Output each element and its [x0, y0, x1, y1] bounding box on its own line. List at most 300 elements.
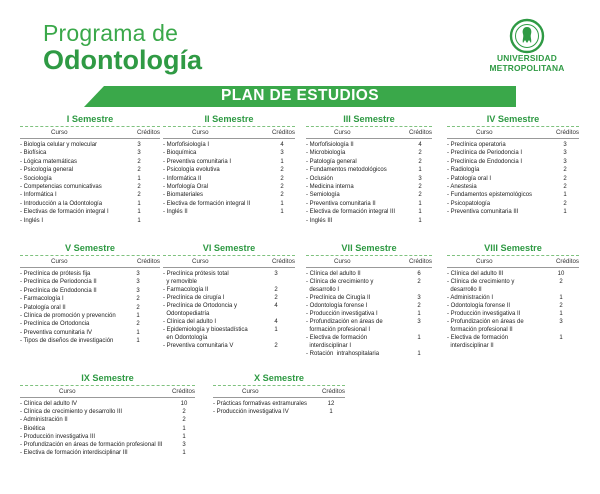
course-name: - Fundamentos metodológicos: [306, 167, 387, 174]
course-name: - Morfología Oral: [163, 184, 209, 191]
course-name: - Patología general: [306, 158, 357, 165]
semester-title: VII Semestre: [341, 243, 397, 253]
course-column-header: Curso: [334, 258, 351, 265]
course-name: - Producción investigativa I: [306, 311, 378, 317]
semester-title: VI Semestre: [202, 243, 256, 253]
course-row: [20, 217, 160, 225]
course-name: - Morfofisiología I: [163, 142, 210, 148]
course-name: - Biofísica: [20, 150, 47, 157]
course-row: [163, 208, 295, 216]
course-name: - Clínica de crecimiento y desarrollo I: [306, 279, 374, 293]
course-name: - Preclínica de Ortodoncia: [20, 321, 90, 328]
course-credits: 1: [280, 200, 284, 207]
course-row: [20, 158, 160, 166]
course-row: [20, 183, 160, 191]
course-row: [306, 278, 432, 294]
course-row: [306, 302, 432, 310]
course-row: [447, 183, 579, 191]
course-row: [447, 141, 579, 149]
semester-title: I Semestre: [66, 114, 114, 124]
semester-divider: [306, 255, 432, 256]
course-row: [447, 200, 579, 208]
course-credits: 3: [136, 271, 140, 277]
header-rule: [306, 267, 432, 268]
course-name: - Microbiología: [306, 150, 346, 157]
course-name: - Clínica del adulto II: [306, 271, 361, 277]
course-row: [447, 191, 579, 199]
course-row: [306, 175, 432, 183]
course-name: - Prácticas formativas extramurales: [213, 401, 308, 407]
semester-block: [213, 373, 345, 417]
header-rule: [20, 267, 160, 268]
course-credits: 1: [182, 450, 186, 457]
course-row: [20, 441, 195, 449]
course-credits: 2: [137, 184, 141, 191]
course-credits: 2: [274, 287, 278, 293]
course-name: - Profundización en áreas de formación profesional II: [447, 319, 524, 333]
course-row: [306, 350, 432, 358]
course-name: - Bioética: [20, 425, 46, 432]
course-name: - Psicología general: [20, 167, 74, 174]
course-credits: 3: [274, 271, 278, 277]
course-credits: 3: [136, 287, 140, 294]
course-row: [20, 449, 195, 457]
course-name: - Preventiva comunitaria III: [447, 209, 519, 216]
course-name: - Preclínica de cirugía I: [163, 295, 225, 301]
column-header: [20, 257, 160, 267]
course-name: - Profundización en áreas de formación profesional I: [306, 319, 383, 333]
course-row: [306, 310, 432, 318]
course-row: [306, 294, 432, 302]
semester-divider: [20, 385, 195, 386]
course-name: - Anestesia: [447, 184, 477, 191]
course-row: [20, 304, 160, 312]
course-credits: 3: [136, 279, 140, 286]
course-row: [20, 416, 195, 424]
course-credits: 2: [274, 343, 278, 349]
course-credits: 1: [418, 217, 422, 224]
course-name: - Farmacología I: [20, 296, 64, 303]
course-name: - Informática II: [163, 175, 202, 182]
course-name: - Morfofisiología II: [306, 142, 354, 148]
course-row: [20, 149, 160, 157]
course-name: - Preclínica de Endodoncia I: [447, 158, 523, 165]
course-credits: 2: [280, 167, 284, 174]
course-row: [163, 166, 295, 174]
credits-column-header: Créditos: [271, 129, 295, 136]
course-credits: 1: [137, 217, 141, 224]
course-credits: 2: [563, 184, 567, 191]
course-credits: 1: [137, 175, 141, 182]
course-credits: 2: [182, 417, 186, 424]
credits-column-header: Créditos: [408, 129, 432, 136]
credits-column-header: Créditos: [321, 388, 345, 395]
course-credits: 2: [274, 295, 278, 301]
course-row: [306, 191, 432, 199]
course-name: - Biología celular y molecular: [20, 142, 98, 148]
course-name: - Radiología: [447, 167, 480, 174]
course-row: [163, 294, 295, 302]
course-credits: 2: [418, 150, 422, 157]
course-name: - Profundización en áreas de formación profesional III: [20, 442, 163, 449]
course-name: - Psicopatología: [447, 200, 491, 207]
course-column-header: Curso: [51, 129, 68, 136]
course-row: [163, 286, 295, 294]
course-row: [163, 191, 295, 199]
course-row: [306, 217, 432, 225]
course-credits: 1: [559, 295, 563, 301]
semester-title: III Semestre: [343, 114, 395, 124]
course-row: [306, 166, 432, 174]
course-name: - Preventiva comunitaria II: [306, 200, 376, 207]
course-credits: 1: [559, 311, 563, 317]
course-row: [447, 318, 579, 334]
course-credits: 1: [280, 158, 284, 165]
course-row: [20, 141, 160, 149]
course-row: [306, 141, 432, 149]
course-name: - Electiva de formación integral III: [306, 209, 396, 216]
header-rule: [163, 267, 295, 268]
course-credits: 4: [280, 142, 284, 148]
plan-banner: [84, 86, 516, 107]
header-rule: [163, 138, 295, 139]
column-header: [306, 257, 432, 267]
course-name: - Preventiva comunitaria V: [163, 343, 234, 349]
course-name: - Preventiva comunitaria I: [163, 158, 232, 165]
course-credits: 3: [137, 142, 141, 148]
course-name: - Inglés I: [20, 217, 44, 224]
course-column-header: Curso: [59, 388, 76, 395]
course-name: - Clínica de crecimiento y desarrollo II: [447, 279, 515, 293]
course-row: [306, 183, 432, 191]
column-header: [213, 387, 345, 397]
course-name: - Preclínica de Periodoncia II: [20, 279, 97, 286]
course-name: - Preclínica de Endodoncia II: [20, 287, 97, 294]
course-row: [447, 310, 579, 318]
course-row: [163, 318, 295, 326]
course-name: - Odontología forense I: [306, 303, 368, 309]
course-row: [20, 433, 195, 441]
course-credits: 1: [280, 209, 284, 216]
course-row: [306, 270, 432, 278]
program-title-line2: Odontología: [43, 45, 202, 75]
column-header: [306, 128, 432, 138]
semester-title: IV Semestre: [486, 114, 540, 124]
course-credits: 6: [417, 271, 421, 277]
course-credits: 2: [563, 175, 567, 182]
course-name: - Electiva de formación interdisciplinar II: [447, 335, 509, 349]
course-row: [306, 208, 432, 216]
course-row: [163, 149, 295, 157]
course-row: [20, 329, 160, 337]
course-credits: 4: [418, 142, 422, 148]
course-name: - Preclínica de Ortodoncia y Odontopediatría: [163, 303, 238, 317]
header-rule: [447, 138, 579, 139]
course-name: - Electivas de formación integral I: [20, 209, 109, 216]
course-name: - Clínica del adulto IV: [20, 401, 78, 407]
course-row: [163, 326, 295, 342]
course-row: [447, 158, 579, 166]
course-credits: 3: [280, 150, 284, 157]
course-column-header: Curso: [192, 129, 209, 136]
semester-divider: [163, 126, 295, 127]
semester-block: [163, 114, 295, 217]
course-credits: 1: [418, 167, 422, 174]
course-column-header: Curso: [242, 388, 259, 395]
semester-divider: [447, 255, 579, 256]
column-header: [163, 128, 295, 138]
course-credits: 2: [137, 158, 141, 165]
course-credits: 1: [418, 209, 422, 216]
course-credits: 1: [182, 425, 186, 432]
course-row: [20, 166, 160, 174]
course-name: - Producción investigativa III: [20, 433, 96, 440]
banner-title: PLAN DE ESTUDIOS: [221, 87, 379, 104]
course-column-header: Curso: [476, 258, 493, 265]
course-row: [20, 408, 195, 416]
semester-title: V Semestre: [64, 243, 116, 253]
course-name: - Sociología: [20, 175, 52, 182]
course-row: [20, 270, 160, 278]
course-credits: 10: [180, 401, 188, 407]
course-name: - Preclínica de Periodoncia I: [447, 150, 523, 157]
course-row: [306, 318, 432, 334]
course-name: - Preclínica de prótesis fija: [20, 271, 91, 277]
course-name: - Electiva de formación interdisciplinar III: [20, 450, 128, 457]
course-credits: 2: [182, 409, 186, 416]
course-credits: 1: [563, 192, 567, 199]
semester-block: [447, 114, 579, 217]
course-name: - Preclínica operatoria: [447, 142, 506, 148]
course-credits: 1: [137, 209, 141, 216]
course-row: [306, 334, 432, 350]
course-name: - Inglés III: [306, 217, 333, 224]
course-credits: 2: [563, 167, 567, 174]
course-name: - Introducción a la Odontología: [20, 200, 103, 207]
credits-column-header: Créditos: [171, 388, 195, 395]
course-name: - Electiva de formación integral II: [163, 200, 251, 207]
course-row: [20, 278, 160, 286]
course-row: [306, 149, 432, 157]
university-logo: [472, 18, 582, 78]
semester-block: [163, 243, 295, 350]
course-credits: 2: [137, 192, 141, 199]
course-row: [20, 287, 160, 295]
semester-title: II Semestre: [204, 114, 254, 124]
course-credits: 10: [557, 271, 565, 277]
course-credits: 3: [418, 175, 422, 182]
header-rule: [213, 397, 345, 398]
course-credits: 12: [327, 401, 335, 407]
course-credits: 2: [563, 200, 567, 207]
semester-divider: [20, 255, 160, 256]
course-credits: 1: [563, 209, 567, 216]
logo-text-line1: UNIVERSIDAD: [497, 53, 557, 63]
course-row: [20, 312, 160, 320]
course-row: [447, 166, 579, 174]
university-seal-icon: [509, 18, 545, 54]
header-rule: [447, 267, 579, 268]
semester-block: [20, 373, 195, 457]
course-name: - Oclusión: [306, 175, 334, 182]
course-name: - Semiología: [306, 192, 340, 199]
course-row: [163, 270, 295, 286]
semester-block: [20, 243, 160, 346]
course-credits: 1: [136, 338, 140, 345]
semester-title: X Semestre: [253, 373, 305, 383]
credits-column-header: Créditos: [271, 258, 295, 265]
course-row: [163, 200, 295, 208]
course-credits: 3: [563, 158, 567, 165]
course-name: - Psicología evolutiva: [163, 167, 220, 174]
course-name: - Preclínica de Cirugía II: [306, 295, 371, 301]
program-title-line1: Programa de: [43, 20, 179, 46]
course-row: [20, 175, 160, 183]
course-name: - Clínica del adulto I: [163, 319, 217, 325]
course-credits: 3: [137, 150, 141, 157]
course-credits: 3: [182, 442, 186, 449]
semester-block: [447, 243, 579, 350]
course-row: [20, 337, 160, 345]
header-rule: [306, 138, 432, 139]
course-name: - Administración I: [447, 295, 494, 301]
course-credits: 2: [418, 192, 422, 199]
course-row: [20, 400, 195, 408]
course-credits: 3: [417, 295, 421, 301]
semester-block: [20, 114, 160, 225]
course-row: [306, 158, 432, 166]
course-name: - Fundamentos epistemológicos: [447, 192, 533, 199]
course-credits: 3: [417, 319, 421, 325]
course-name: - Odontología forense II: [447, 303, 511, 309]
column-header: [20, 128, 160, 138]
course-credits: 1: [329, 409, 333, 416]
course-credits: 2: [418, 158, 422, 165]
course-credits: 4: [274, 319, 278, 325]
course-name: - Clínica de promoción y prevención: [20, 313, 116, 320]
semester-divider: [20, 126, 160, 127]
course-name: - Medicina interna: [306, 184, 354, 191]
semester-divider: [447, 126, 579, 127]
semester-block: [306, 114, 432, 225]
course-name: - Preventiva comunitaria IV: [20, 329, 93, 336]
semester-title: VIII Semestre: [484, 243, 542, 253]
course-row: [447, 278, 579, 294]
course-row: [447, 208, 579, 216]
course-credits: 2: [417, 303, 421, 309]
course-name: - Administración II: [20, 417, 68, 424]
course-row: [20, 208, 160, 216]
course-row: [20, 191, 160, 199]
course-row: [213, 400, 345, 408]
course-credits: 2: [136, 296, 140, 303]
course-row: [213, 408, 345, 416]
course-name: - Informática I: [20, 192, 57, 199]
course-name: - Farmacología II: [163, 287, 209, 293]
course-name: - Producción investigativa IV: [213, 409, 289, 416]
course-credits: 3: [559, 319, 563, 325]
course-credits: 2: [136, 304, 140, 311]
course-column-header: Curso: [476, 129, 493, 136]
course-credits: 3: [563, 150, 567, 157]
course-row: [163, 342, 295, 350]
course-name: - Competencias comunicativas: [20, 184, 102, 191]
course-credits: 2: [280, 192, 284, 199]
course-credits: 1: [136, 313, 140, 320]
column-header: [447, 257, 579, 267]
semester-divider: [306, 126, 432, 127]
course-credits: 3: [563, 142, 567, 148]
course-name: - Epidemiología y bioestadística en Odontología: [163, 327, 248, 341]
column-header: [163, 257, 295, 267]
course-credits: 1: [417, 335, 421, 341]
course-row: [447, 270, 579, 278]
course-row: [447, 302, 579, 310]
course-name: - Patología oral I: [447, 175, 492, 182]
course-credits: 2: [559, 279, 563, 285]
course-column-header: Curso: [51, 258, 68, 265]
course-name: - Tipos de diseños de investigación: [20, 338, 114, 345]
course-name: - Electiva de formación interdisciplinar I: [306, 335, 368, 349]
course-name: - Rotación intrahospitalaria: [306, 351, 380, 357]
course-column-header: Curso: [334, 129, 351, 136]
header-rule: [20, 138, 160, 139]
course-name: - Inglés II: [163, 209, 188, 216]
course-credits: 4: [274, 303, 278, 309]
credits-column-header: Créditos: [136, 129, 160, 136]
credits-column-header: Créditos: [408, 258, 432, 265]
course-credits: 2: [559, 303, 563, 309]
column-header: [447, 128, 579, 138]
course-row: [20, 425, 195, 433]
header-rule: [20, 397, 195, 398]
course-credits: 2: [280, 184, 284, 191]
column-header: [20, 387, 195, 397]
course-row: [20, 295, 160, 303]
course-row: [163, 183, 295, 191]
semester-title: IX Semestre: [81, 373, 134, 383]
credits-column-header: Créditos: [555, 258, 579, 265]
course-credits: 1: [274, 327, 278, 333]
course-row: [447, 294, 579, 302]
credits-column-header: Créditos: [555, 129, 579, 136]
course-credits: 2: [280, 175, 284, 182]
course-name: - Lógica matemáticas: [20, 158, 78, 165]
course-credits: 1: [417, 311, 421, 317]
course-credits: 2: [136, 321, 140, 328]
course-row: [163, 158, 295, 166]
course-name: - Patología oral II: [20, 304, 66, 311]
course-name: - Clínica de crecimiento y desarrollo III: [20, 409, 123, 416]
course-name: - Clínica del adulto III: [447, 271, 504, 277]
course-name: - Preclínica prótesis total y removible: [163, 271, 229, 285]
course-row: [447, 175, 579, 183]
course-credits: 2: [417, 279, 421, 285]
logo-text-line2: METROPOLITANA: [489, 62, 565, 73]
course-row: [447, 149, 579, 157]
course-name: - Biomateriales: [163, 192, 204, 199]
course-row: [163, 141, 295, 149]
course-row: [20, 320, 160, 328]
course-row: [20, 200, 160, 208]
course-credits: 2: [418, 184, 422, 191]
course-credits: 1: [137, 200, 141, 207]
course-row: [163, 302, 295, 318]
course-credits: 2: [137, 167, 141, 174]
course-name: - Producción investigativa II: [447, 311, 521, 317]
course-row: [447, 334, 579, 350]
credits-column-header: Créditos: [136, 258, 160, 265]
